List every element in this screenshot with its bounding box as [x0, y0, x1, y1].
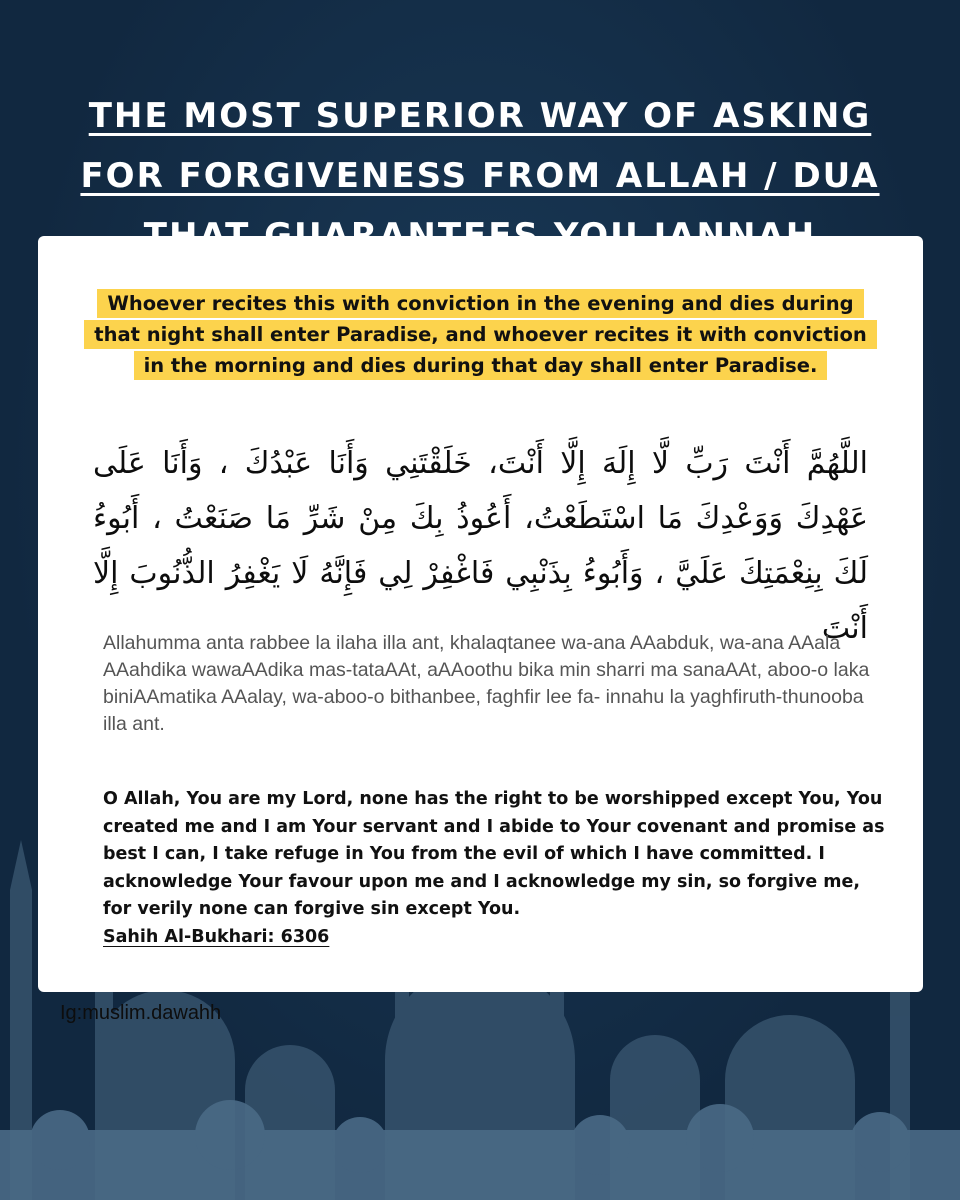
arabic-dua-text: اللَّهُمَّ أَنْتَ رَبِّ لَّا إِلَهَ إِلَّا أَنْتَ، خَلَقْتَنِي وَأَنَا عَبْدُكَ ، وَأَنَا عَلَى عَهْدِكَ وَوَعْدِكَ مَا اسْتَطَعْتُ، أَعُوذُ بِكَ مِنْ شَرِّ مَا صَنَعْتُ ، أَبُوءُ لَكَ بِنِعْمَتِكَ عَلَيَّ ، وَأَبُوءُ بِذَنْبِي فَاغْفِرْ لِي فَإِنَّهُ لَا يَغْفِرُ الذُّنُوبَ إِلَّا أَنْتَ	[93, 446, 868, 646]
title-line-1: THE MOST SUPERIOR WAY OF ASKING	[88, 96, 872, 136]
hadith-source: Sahih Al-Bukhari: 6306	[103, 927, 330, 947]
title-line-2: FOR FORGIVENESS FROM ALLAH / DUA	[80, 156, 880, 196]
transliteration-text: Allahumma anta rabbee la ilaha illa ant, khalaqtanee wa-ana AAabduk, wa-ana AAala AAahdika wawaAAdika mas-tataAAt, aAAoothu bika min sharri ma sanaAAt, aboo-o laka biniAAmatika AAalay, wa-aboo-o bithanbee, faghfir lee fa- innahu la yaghfiruth-thunooba illa ant.	[103, 632, 870, 735]
content-card	[38, 236, 923, 992]
virtue-highlight-text: Whoever recites this with conviction in the evening and dies during that night shall enter Paradise, and whoever recites it with conviction in the morning and dies during that day shall enter Paradise.	[84, 289, 876, 380]
english-translation-text: O Allah, You are my Lord, none has the right to be worshipped except You, You created me and I am Your servant and I abide to Your covenant and promise as best I can, I take refuge in You from the evil of which I have committed. I acknowledge Your favour upon me and I acknowledge my sin, so forgive me, for verily none can forgive sin except You.	[103, 789, 885, 919]
instagram-handle: Ig:muslim.dawahh	[60, 1002, 222, 1024]
virtue-highlight	[78, 288, 883, 381]
